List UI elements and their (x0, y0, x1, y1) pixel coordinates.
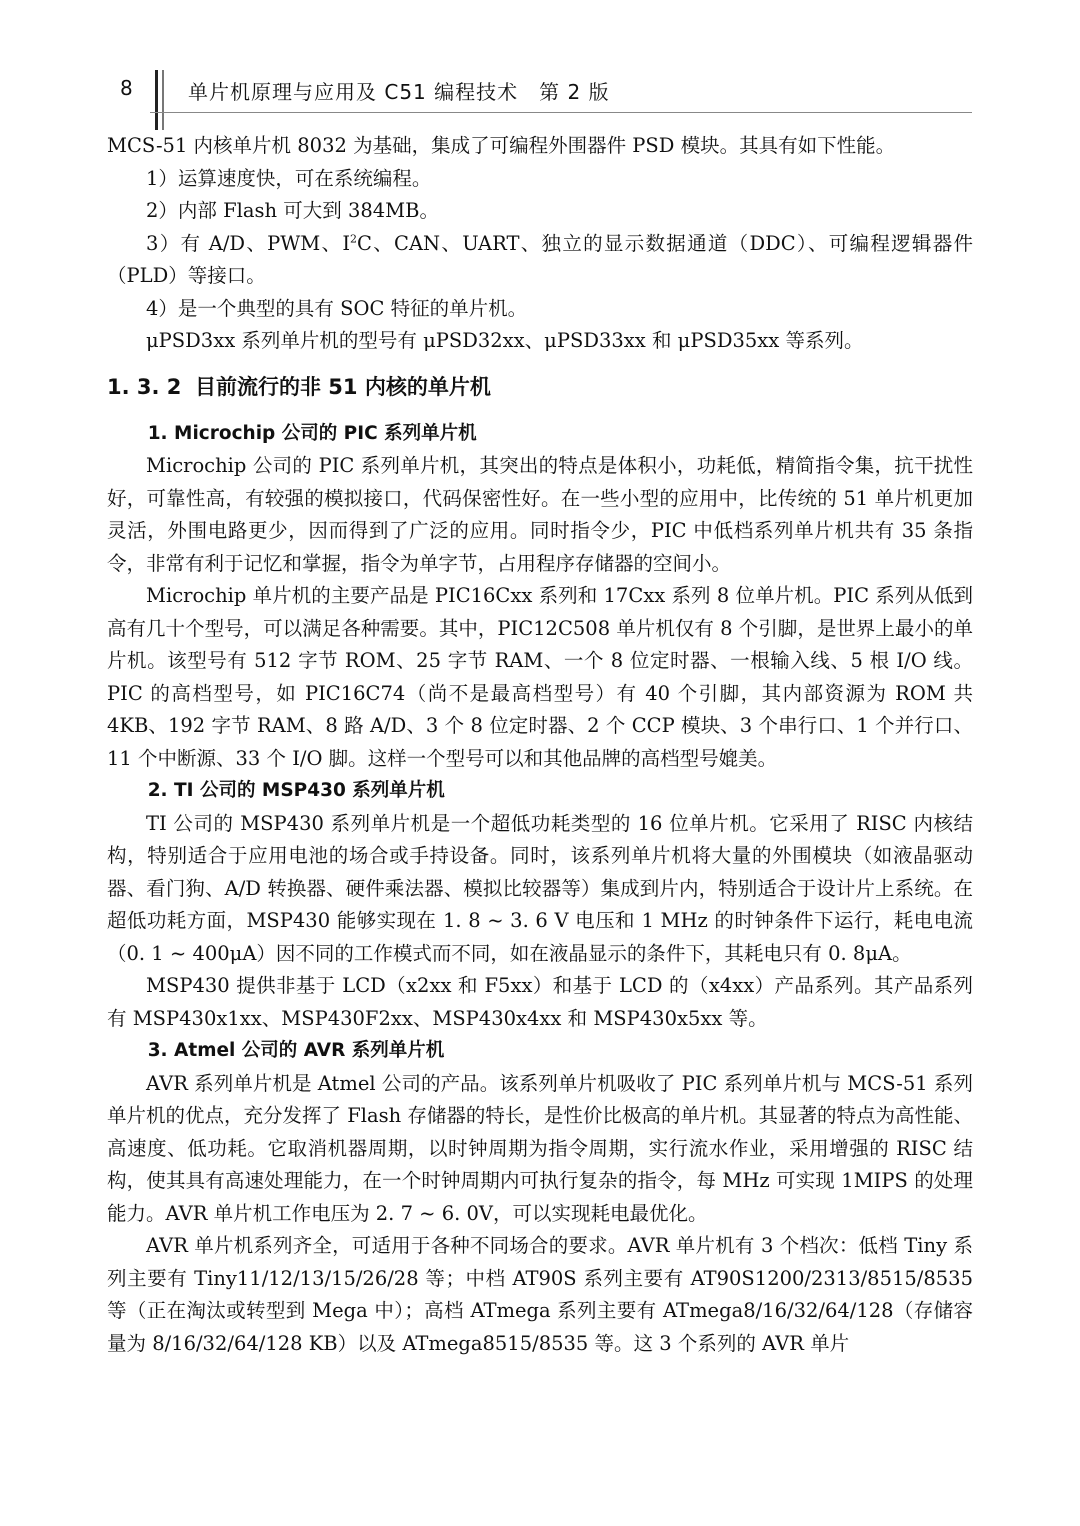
avr-paragraph-1: AVR 系列单片机是 Atmel 公司的产品。该系列单片机吸收了 PIC 系列单片机与 MCS-51 系列单片机的优点，充分发挥了 Flash 存储器的特长，是性价比极高的单片机。其显著的特点为高性能、高速度、低功耗。它取消机器周期，以时钟周期为指令周期，实行流水作业，采用增强的 RISC 结构，使其具有高速处理能力，在一个时钟周期内可执行复杂的指令，每 MHz 可实现 1MIPS 的处理能力。AVR 单片机工作电压为 2. 7 ~ 6. 0V，可以实现耗电最优化。 (107, 1071, 973, 1225)
page-header (110, 70, 970, 110)
header-bar-thick (155, 70, 158, 130)
feature-item-4: 4）是一个典型的具有 SOC 特征的单片机。 (146, 296, 528, 320)
avr-paragraph-2: AVR 单片机系列齐全，可适用于各种不同场合的要求。AVR 单片机有 3 个档次：低档 Tiny 系列主要有 Tiny11/12/13/15/26/28 等；中档 AT90S 系列主要有 AT90S1200/2313/8515/8535 等（正在淘汰或转型到 Mega 中）；高档 ATmega 系列主要有 ATmega8/16/32/64/128（存储容量为 8/16/32/64/128 KB）以及 ATmega8515/8535 等。这 3 个系列的 AVR 单片 (107, 1234, 973, 1355)
running-head-title: 单片机原理与应用及 C51 编程技术 第 2 版 (188, 80, 610, 104)
paragraph-continued: MCS-51 内核单片机 8032 为基础，集成了可编程外围器件 PSD 模块。其具有如下性能。 (107, 134, 896, 157)
header-bar-thin (162, 70, 164, 130)
pic-paragraph-1: Microchip 公司的 PIC 系列单片机，其突出的特点是体积小，功耗低，精简指令集，抗干扰性好，可靠性高，有较强的模拟接口，代码保密性好。在一些小型的应用中，比传统的 51 单片机更加灵活，外围电路更少，因而得到了广泛的应用。同时指令少，PIC 中低档系列单片机共有 35 条指令，非常有利于记忆和掌握，指令为单字节，占用程序存储器的空间小。 (107, 454, 973, 575)
feature-item-3 (107, 228, 973, 293)
section-title: 目前流行的非 51 内核的单片机 (195, 374, 491, 399)
subheading-msp430: 2. TI 公司的 MSP430 系列单片机 (147, 780, 445, 801)
superscript: 2 (350, 232, 358, 245)
section-number: 1. 3. 2 (107, 374, 182, 399)
feature-item-3-text-a: 3）有 A/D、PWM、I (146, 231, 351, 255)
page-number: 8 (120, 76, 133, 100)
msp430-paragraph-1: TI 公司的 MSP430 系列单片机是一个超低功耗类型的 16 位单片机。它采用了 RISC 内核结构，特别适合于应用电池的场合或手持设备。同时，该系列单片机将大量的外围模块（如液晶驱动器、看门狗、A/D 转换器、硬件乘法器、模拟比较器等）集成到片内，特别适合于设计片上系统。在超低功耗方面，MSP430 能够实现在 1. 8 ~ 3. 6 V 电压和 1 MHz 的时钟条件下运行，耗电电流（0. 1 ~ 400μA）因不同的工作模式而不同，如在液晶显示的条件下，其耗电只有 0. 8μA。 (107, 811, 973, 965)
upsd-series-line: μPSD3xx 系列单片机的型号有 μPSD32xx、μPSD33xx 和 μPSD35xx 等系列。 (146, 329, 864, 352)
feature-item-3-text-b: C、CAN、UART、独立的显示数据通道（DDC）、可编程逻辑器件（PLD）等接口。 (107, 231, 973, 287)
pic-paragraph-2: Microchip 单片机的主要产品是 PIC16Cxx 系列和 17Cxx 系列 8 位单片机。PIC 系列从低到高有几十个型号，可以满足各种需要。其中，PIC12C508 单片机仅有 8 个引脚，是世界上最小的单片机。该型号有 512 字节 ROM、25 字节 RAM、一个 8 位定时器、一根输入线、5 根 I/O 线。PIC 的高档型号，如 PIC16C74（尚不是最高档型号）有 40 个引脚，其内部资源为 ROM 共 4KB、192 字节 RAM、8 路 A/D、3 个 8 位定时器、2 个 CCP 模块、3 个串行口、1 个并行口、11 个中断源、33 个 I/O 脚。这样一个型号可以和其他品牌的高档型号媲美。 (107, 584, 973, 770)
header-rule (150, 112, 972, 113)
section-heading (107, 372, 973, 402)
subheading-avr: 3. Atmel 公司的 AVR 系列单片机 (147, 1040, 445, 1061)
msp430-paragraph-2: MSP430 提供非基于 LCD（x2xx 和 F5xx）和基于 LCD 的（x4xx）产品系列。其产品系列有 MSP430x1xx、MSP430F2xx、MSP430x4xx 和 MSP430x5xx 等。 (107, 974, 973, 1030)
page-body (107, 130, 973, 1360)
header-divider-bars (155, 70, 167, 130)
feature-item-2: 2）内部 Flash 可大到 384MB。 (146, 199, 439, 222)
feature-item-1: 1）运算速度快，可在系统编程。 (146, 166, 432, 190)
subheading-pic: 1. Microchip 公司的 PIC 系列单片机 (147, 422, 477, 444)
